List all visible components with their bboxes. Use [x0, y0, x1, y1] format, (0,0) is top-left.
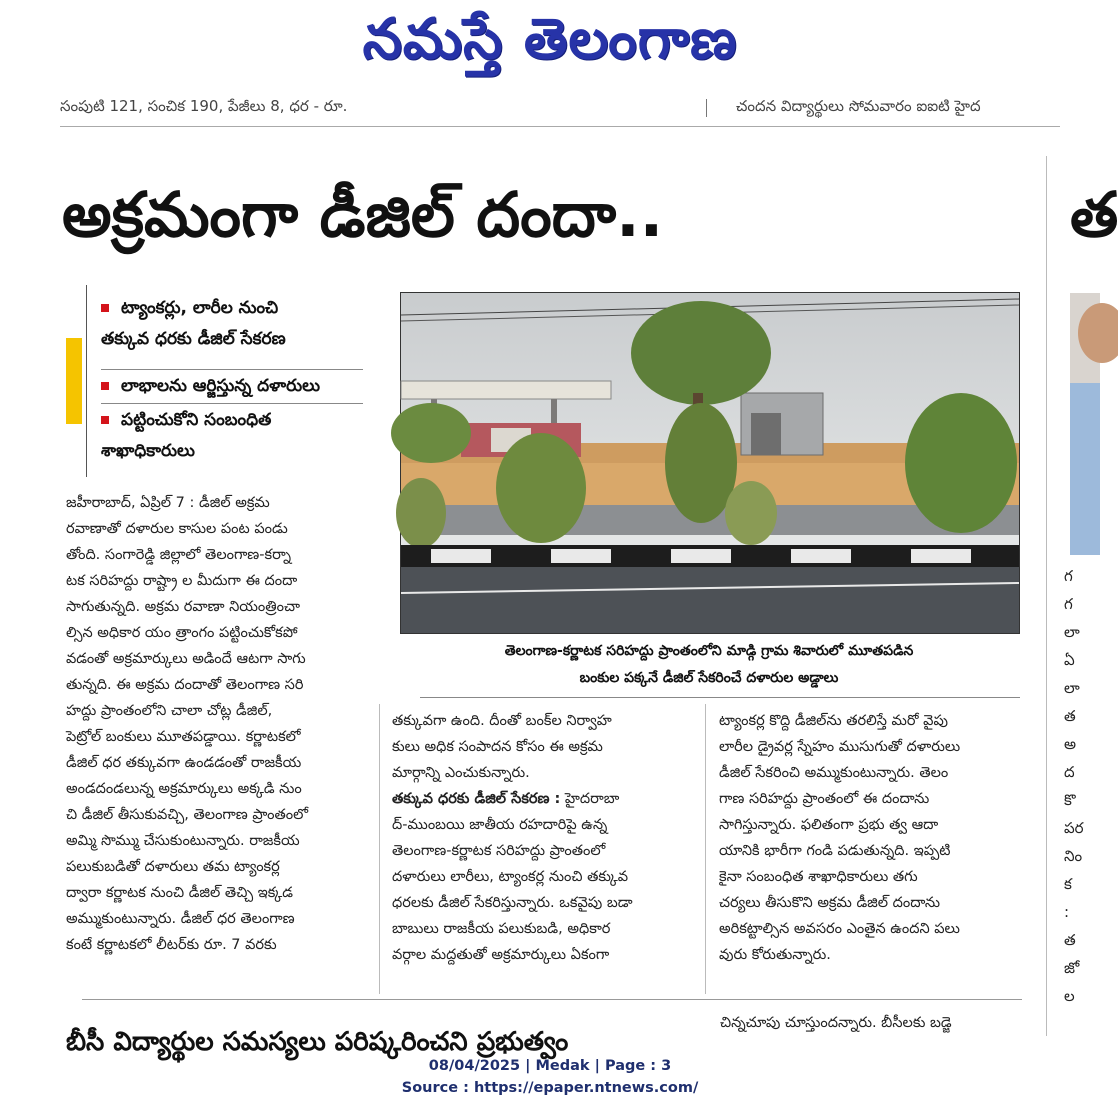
body-text-line: కులు అధిక సంపాదన కోసం ఈ అక్రమ — [392, 739, 603, 755]
body-text-line: చి డీజిల్ తీసుకువచ్చి, తెలంగాణ ప్రాంతంలో — [66, 807, 309, 823]
body-text-line: సాగుతున్నది. అక్రమ రవాణా నియంత్రించా — [66, 599, 300, 615]
article-column-3 — [719, 708, 1022, 990]
body-text-line: కంటే కర్ణాటకలో లీటర్‌కు రూ. 7 వరకు — [66, 937, 277, 953]
body-text-line: మార్గాన్ని ఎంచుకున్నారు. — [392, 765, 530, 781]
cut-text-line: ల — [1064, 987, 1075, 1005]
body-text-line: లారీల డ్రైవర్ల స్నేహం ముసుగుతో దళారులు — [719, 739, 961, 755]
body-text-line: సాగిస్తున్నారు. ఫలితంగా ప్రభు త్వ ఆదా — [719, 817, 939, 833]
cut-text-line: జో — [1064, 959, 1080, 977]
cut-text-line: ఏ — [1064, 651, 1075, 669]
cut-text-line: కొ — [1064, 791, 1076, 809]
body-text-line: డీజిల్ ధర తక్కువగా ఉండడంతో రాజకీయ — [66, 755, 302, 771]
body-text-line: ల్సిన అధికార యం త్రాంగం పట్టించుకోకపో — [66, 625, 298, 641]
body-text-line: కైనా సంబంధిత శాఖాధికారులు తగు — [719, 869, 918, 885]
body-text-line: ధరలకు డీజిల్ సేకరిస్తున్నారు. ఒకవైపు బడా — [392, 895, 633, 911]
body-text-line: యానికి భారీగా గండి పడుతున్నది. ఇప్పటి — [719, 843, 951, 859]
next-article-body-cut: చిన్నచూపు చూస్తుందన్నారు. బీసీలకు బడ్జె — [720, 1015, 952, 1031]
body-text-line: వర్గాల మద్దతుతో అక్రమార్కులు ఏకంగా — [392, 947, 610, 963]
article-column-2: తక్కువగా ఉంది. దీంతో బంక్‌ల నిర్వాహ కులు అధిక సంపాదన కోసం ఈ అక్రమ మార్గాన్ని ఎంచుకున్నారు. తక్కువ ధరకు డీజిల్ సేకరణ : హైదరాబా ద్-ముంబయి జాతీయ రహదారిపై ఉన్న తెలంగాణ-కర్ణాటక సరిహద్దు ప్రాంతంలో దళారులు లారీలు, ట్యాంకర్ల నుంచి తక్కువ ధరలకు డీజిల్ సేకరిస్తున్నారు. ఒకవైపు బడా బాబులు రాజకీయ పలుకుబడి, అధికార వర్గాల మద్దతుతో అక్రమార్కులు ఏకంగా — [392, 708, 692, 990]
top-strip-right: చందన విద్యార్థులు సోమవారం ఐఐటి హైద — [736, 97, 981, 115]
highlight-item: ట్యాంకర్లు, లారీల నుంచి తక్కువ ధరకు డీజిల్ సేకరణ — [101, 298, 286, 349]
body-text-line: తెలంగాణ-కర్ణాటక సరిహద్దు ప్రాంతంలో — [392, 843, 606, 859]
cut-text-line: పర — [1064, 819, 1084, 837]
bullet-icon — [101, 416, 109, 424]
body-text-line: తక్కువగా ఉంది. దీంతో బంక్‌ల నిర్వాహ — [392, 713, 612, 729]
top-rule — [60, 126, 1060, 127]
cut-text-line: త — [1064, 707, 1076, 725]
body-text-line: డీజిల్ సేకరించి అమ్ముకుంటున్నారు. తెలం — [719, 765, 949, 781]
column-divider — [705, 704, 706, 994]
body-text-line: అమ్ముకుంటున్నారు. డీజిల్ ధర తెలంగాణ — [66, 911, 295, 927]
body-text-line: ట్యాంకర్ల కొద్ది డీజిల్‌ను తరలిస్తే మరో వైపు — [719, 713, 948, 729]
body-text-line: గాణ సరిహద్దు ప్రాంతంలో ఈ దందాను — [719, 791, 930, 807]
article-photo — [400, 292, 1020, 634]
caption-divider — [420, 697, 1020, 698]
strip-divider — [706, 99, 707, 117]
body-text-line: దళారులు లారీలు, ట్యాంకర్ల నుంచి తక్కువ — [392, 869, 629, 885]
highlight-divider — [101, 403, 363, 404]
body-text-line: తోంది. సంగారెడ్డి జిల్లాలో తెలంగాణ-కర్నా — [66, 547, 291, 563]
right-edge-text — [1064, 562, 1100, 1042]
body-text-line: బాబులు రాజకీయ పలుకుబడి, అధికార — [392, 921, 611, 937]
section-subhead: తక్కువ ధరకు డీజిల్ సేకరణ : — [392, 791, 561, 807]
highlight-item: లాభాలను ఆర్జిస్తున్న దళారులు — [101, 371, 363, 402]
footer-date-line: 08/04/2025 | Medak | Page : 3 — [428, 1058, 672, 1074]
caption-line: బంకుల పక్కనే డీజిల్ సేకరించే దళారుల అడ్డాలు — [579, 670, 839, 686]
body-text-line: అమ్మి సొమ్ము చేసుకుంటున్నారు. రాజకీయ — [66, 833, 300, 849]
cut-text-line: లా — [1064, 623, 1080, 641]
body-text-line: పెట్రోల్ బంకులు మూతపడ్డాయి. కర్ణాటకలో — [66, 729, 301, 745]
next-article-headline-cut: బీసీ విద్యార్థుల సమస్యలు పరిష్కరించని ప్రభుత్వం — [66, 1027, 569, 1057]
caption-line: తెలంగాణ-కర్ణాటక సరిహద్దు ప్రాంతంలోని మాడ్గి గ్రామ శివారులో మూతపడిన — [504, 643, 914, 659]
cut-text-line: ద — [1064, 763, 1075, 781]
body-text-line: హద్దు ప్రాంతంలోని చాలా చోట్ల డీజిల్, — [66, 703, 273, 719]
body-text-line: ద్-ముంబయి జాతీయ రహదారిపై ఉన్న — [392, 817, 608, 833]
body-text-line: అండదండలున్న అక్రమార్కులు అక్కడి నుం — [66, 781, 302, 797]
cut-text-line: త — [1064, 931, 1076, 949]
right-column-divider — [1046, 156, 1047, 1036]
cut-text-line: నిం — [1064, 847, 1083, 865]
body-text-line: జహీరాబాద్, ఏప్రిల్ 7 : డీజిల్ అక్రమ — [66, 495, 270, 511]
cut-text-line: లా — [1064, 679, 1080, 697]
bullet-icon — [101, 382, 109, 390]
roadside-photo-illustration — [401, 293, 1019, 633]
photo-caption — [400, 638, 1018, 692]
right-edge-photo — [1070, 293, 1100, 555]
footer-source-line: Source : https://epaper.ntnews.com/ — [401, 1080, 699, 1096]
body-text-line: పలుకుబడితో దళారులు తమ ట్యాంకర్ల — [66, 859, 280, 875]
highlight-accent-bar — [66, 338, 82, 424]
cut-text-line: అ — [1064, 735, 1077, 753]
column-divider — [379, 704, 380, 994]
person-photo-illustration — [1070, 293, 1100, 555]
article-headline: అక్రమంగా డీజిల్ దందా.. — [62, 178, 664, 251]
cut-text-line: క — [1064, 875, 1072, 893]
highlight-divider — [101, 369, 363, 370]
bullet-icon — [101, 304, 109, 312]
body-text-line: రవాణాతో దళారుల కాసుల పంట పండు — [66, 521, 288, 537]
highlights-box — [86, 285, 367, 477]
cut-text-line: గ — [1064, 595, 1073, 613]
body-text-line: తున్నది. ఈ అక్రమ దందాతో తెలంగాణ సరి — [66, 677, 304, 693]
cut-text-line: : — [1064, 903, 1070, 921]
adjacent-headline-cut: త — [1070, 178, 1118, 251]
article-column-1 — [66, 490, 366, 984]
body-text-line: టక సరిహద్దు రాష్ట్రా ల మీదుగా ఈ దందా — [66, 573, 298, 589]
bottom-rule — [82, 999, 1022, 1000]
body-text-line: వడంతో అక్రమార్కులు అడిందే ఆటగా సాగు — [66, 651, 306, 667]
body-text-line: వురు కోరుతున్నారు. — [719, 947, 831, 963]
body-text-line: అరికట్టాల్సిన అవసరం ఎంతైన ఉందని పలు — [719, 921, 960, 937]
highlight-item: పట్టించుకోని సంబంధిత శాఖాధికారులు — [101, 410, 272, 461]
newspaper-masthead: నమస్తే తెలంగాణ — [362, 7, 738, 72]
body-text-line: చర్యలు తీసుకొని అక్రమ డీజిల్ దందాను — [719, 895, 941, 911]
cut-text-line: గ — [1064, 567, 1073, 585]
body-text-line: ద్వారా కర్ణాటక నుంచి డీజిల్ తెచ్చి ఇక్కడ — [66, 885, 294, 901]
top-strip-left: సంపుటి 121, సంచిక 190, పేజీలు 8, ధర - రూ. — [60, 97, 348, 115]
